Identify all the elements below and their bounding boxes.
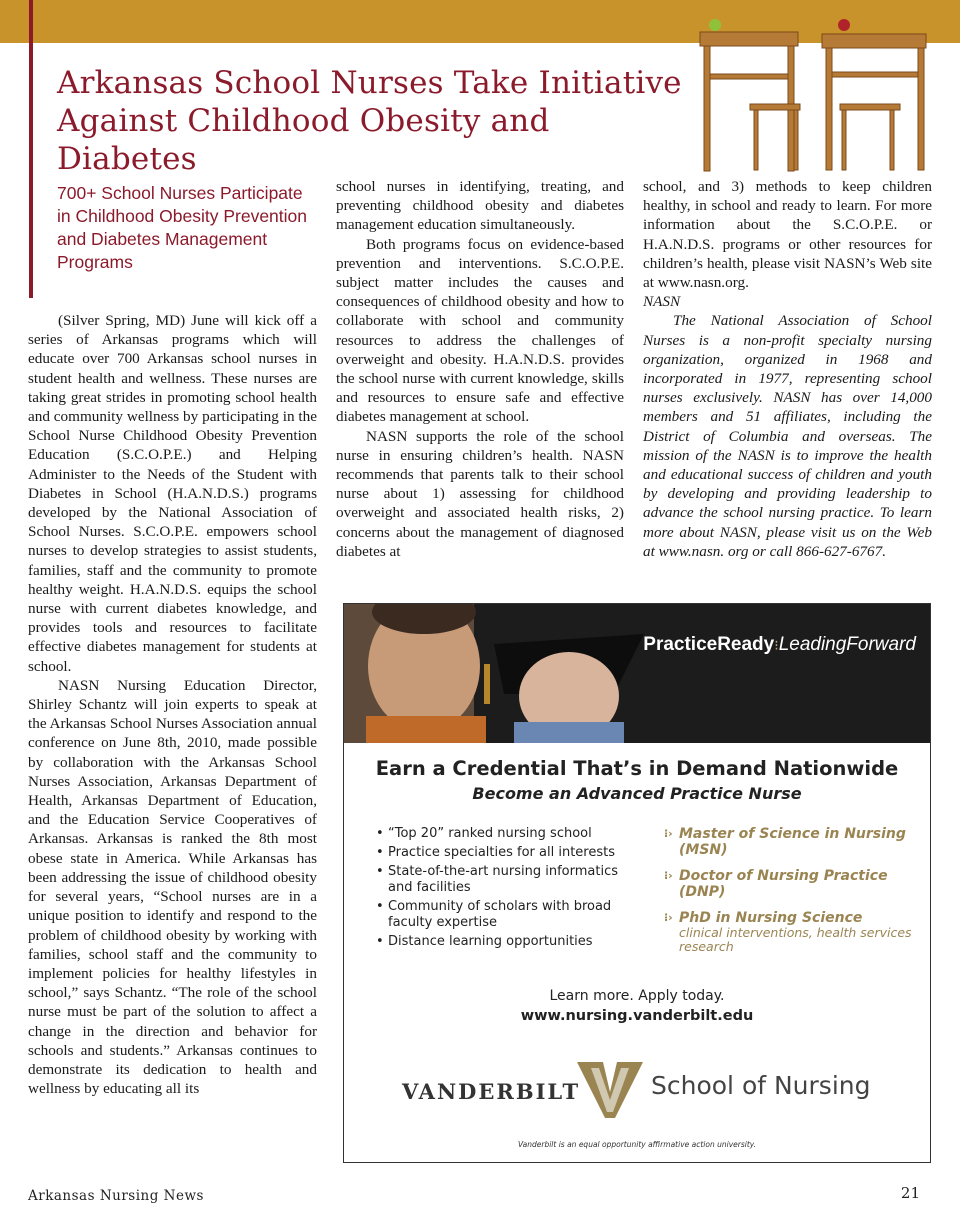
article-title [57,64,697,178]
title-line-2: Against Childhood Obesity and Diabetes [57,103,550,177]
ad-feature-item: • Distance learning opportunities [376,934,646,950]
ad-call-to-action: Learn more. Apply today. [549,988,725,1004]
ad-feature-list [376,826,646,953]
ad-website-url: www.nursing.vanderbilt.edu [520,1008,754,1024]
ad-subheadline: Become an Advanced Practice Nurse [472,784,802,803]
vanderbilt-advertisement [343,603,931,1163]
program-name: PhD in Nursing Science [679,910,863,926]
school-of-nursing-wordmark: School of Nursing [651,1071,871,1100]
arrow-icon: ⁝› [664,911,673,924]
ad-eeo-statement: Vanderbilt is an equal opportunity affirmative action university. [518,1140,756,1149]
ad-feature-item: • State-of-the-art nursing informatics and facilities [376,864,646,896]
title-line-1: Arkansas School Nurses Take Initiative [57,65,682,101]
program-dnp [664,868,924,900]
ad-headline: Earn a Credential That’s in Demand Nationwide [375,757,899,780]
paragraph: NASN Nursing Education Director, Shirley Schantz will join experts to speak at the Arkansas School Nurses Association annual conference on June 8th, 2010, made possible by collaboration with the Arkansas School Nurses Association, Arkansas Department of Health, Arkansas Department of Education, and the Education Service Cooperatives of Arkansas. Arkansas is ranked the 8th most obese state in America. While Arkansas has been addressing the issue of childhood obesity for several years, “School nurses are in a unique position to identify and respond to the problem of childhood obesity by working with families, school staff and the community to implement policies for healthy lifestyles in school,” says Schantz. “The role of the school nurse must be part of the solution to affect a change in the direction and behavior for schools and students.” Arkansas continues to demonstrate its dedication to health and wellness by educating all its [28,676,317,1098]
program-description: clinical interventions, health services research [679,925,912,954]
paragraph: school, and 3) methods to keep children healthy, in school and ready to learn. For more information about the S.C.O.P.E. or H.A.N.D.S. programs or other resources for children’s health, please visit NASN’s Web site at www.nasn.org. [643,178,932,292]
subhead-line-1: 700+ School Nurses Participate [57,183,303,203]
program-name: Doctor of Nursing Practice (DNP) [679,868,888,900]
school-desks-image [690,14,940,174]
article-column-3 [643,177,932,561]
nasn-about-paragraph: The National Association of School Nurses is a non-profit specialty nursing organization, organized in 1968 and incorporated in 1977, representing school nurses exclusively. NASN has over 14,000 members and 51 affiliates, including the District of Columbia and overseas. The mission of the NASN is to improve the health and educational success of children and youth by developing and providing leadership to advance the school nursing practice. To learn more about NASN, please visit us on the Web at www.nasn. org or call 866-627-6767. [643,312,932,560]
arrow-icon: ⁝› [664,869,673,882]
program-msn [664,826,924,858]
article-column-2 [336,177,624,561]
paragraph: (Silver Spring, MD) June will kick off a series of Arkansas programs which will educate over 700 Arkansas school nurses in student health and wellness. These nurses are taking great strides in promoting school health and community wellness by participating in the School Nurse Childhood Obesity Prevention Education (S.C.O.P.E.) and Helping Administer to the Needs of the Student with Diabetes in School (H.A.N.D.S.) programs developed by the National Association of School Nurses. S.C.O.P.E. empowers school nurses to develop strategies to assist students, families, staff and the community to promote healthy weight. H.A.N.D.S. equips the school nurse with current diabetes knowledge, and provides tools and resources to facilitate effective diabetes management for students at school. [28,312,317,675]
nasn-label: NASN [643,293,681,311]
footer-publication: Arkansas Nursing News [28,1188,204,1204]
subhead-line-4: Programs [57,252,133,272]
chevron-icon: ⁝ [774,637,779,653]
paragraph: Both programs focus on evidence-based prevention and interventions. S.C.O.P.E. subject matter includes the causes and consequences of childhood obesity and how to collaborate with school and community resources to address the challenges of overweight and obesity. H.A.N.D.S. provides the school nurse with current knowledge, skills and resources to ensure safe and effective diabetes management at school. [336,235,624,426]
paragraph: school nurses in identifying, treating, and preventing childhood obesity and diabetes management education simultaneously. [336,178,624,234]
ad-photo-father-and-baby [344,604,930,743]
ad-brand-tagline [636,634,916,656]
page-number: 21 [900,1184,920,1202]
brand-practice-ready: PracticeReady [643,634,775,655]
subhead-line-2: in Childhood Obesity Prevention [57,206,308,226]
brand-leading-forward: LeadingForward [778,634,916,655]
subhead-line-3: and Diabetes Management [57,229,268,249]
ad-feature-item: • Community of scholars with broad faculty expertise [376,899,646,931]
paragraph: NASN supports the role of the school nurse in ensuring children’s health. NASN recommends that parents talk to their school nurse about 1) assessing for childhood overweight and associated health risks, 2) concerns about the management of diagnosed diabetes at [336,427,624,560]
vanderbilt-v-logo [577,1062,643,1118]
article-subheading [57,182,317,274]
article-column-1 [28,311,317,1098]
vanderbilt-wordmark: VANDERBILT [402,1079,581,1104]
arrow-icon: ⁝› [664,827,673,840]
program-name: Master of Science in Nursing (MSN) [679,826,906,858]
ad-feature-item: • Practice specialties for all interests [376,845,646,861]
left-accent-rule [29,0,33,298]
program-phd [664,910,924,954]
ad-degree-programs [664,826,924,964]
ad-feature-item: • “Top 20” ranked nursing school [376,826,646,842]
